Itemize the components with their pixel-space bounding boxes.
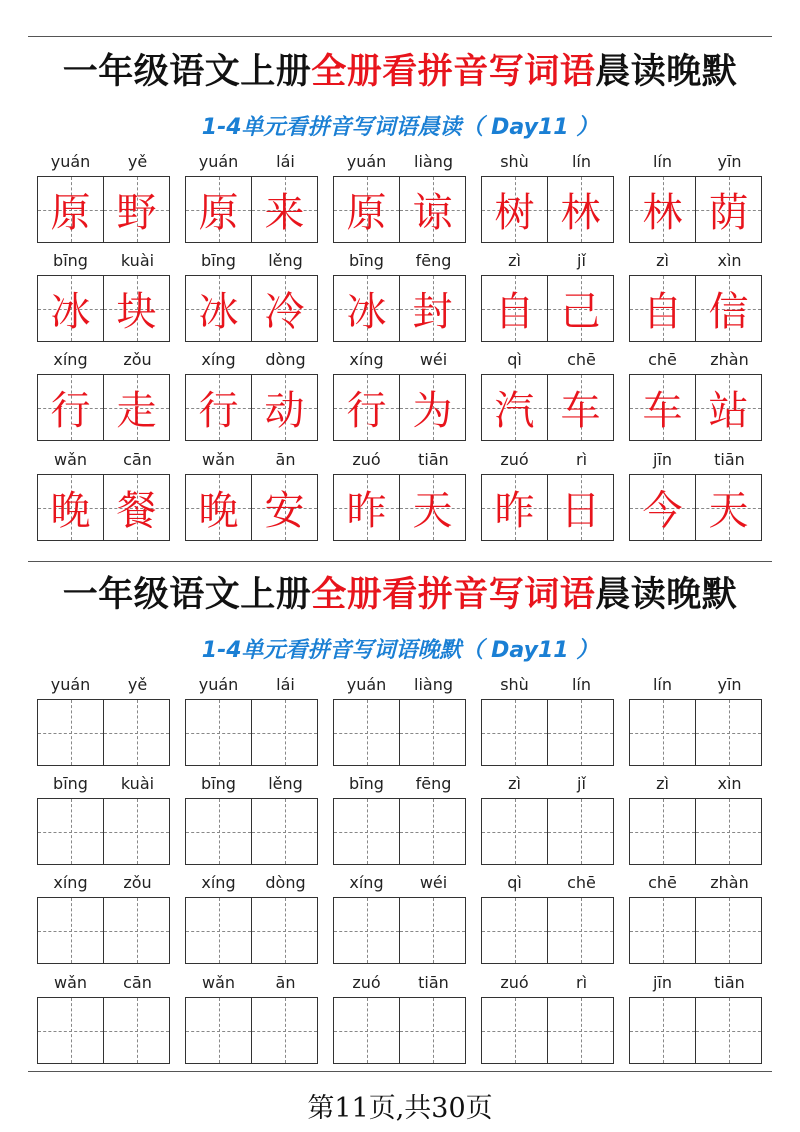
hanzi-character: 天 [412,488,453,534]
hanzi-character: 荫 [708,190,749,236]
tianzige-writing-box[interactable] [399,699,466,766]
hanzi-character: 自 [642,289,683,335]
tianzige-writing-box[interactable] [103,699,170,766]
hanzi-character: 昨 [346,488,387,534]
hanzi-character: 动 [264,388,305,434]
pinyin-label: xíng [201,350,236,369]
hanzi-character: 冰 [198,289,239,335]
tianzige-writing-box[interactable] [547,997,614,1064]
hanzi-character: 原 [346,190,387,236]
hanzi-character: 晚 [50,488,91,534]
pinyin-label: fēng [415,251,452,270]
word-card [629,772,763,868]
word-card [481,673,615,769]
pinyin-label: qì [507,350,522,369]
pinyin-label: zuó [500,450,529,469]
tianzige-writing-box[interactable] [103,897,170,964]
tianzige-writing-box[interactable] [629,798,696,865]
morning-word-grid [37,150,765,534]
word-card [185,249,319,345]
pinyin-label: xíng [53,350,88,369]
evening-row [37,772,765,868]
tianzige-box [547,176,614,243]
pinyin-label: zhàn [710,873,749,892]
pinyin-label: yuán [198,675,239,694]
word-card [333,348,467,444]
tianzige-writing-box[interactable] [481,699,548,766]
tianzige-writing-box[interactable] [251,699,318,766]
pinyin-label: dòng [265,873,306,892]
word-card [481,348,615,444]
word-card [37,448,171,544]
pinyin-label: bīng [201,251,236,270]
pinyin-label: kuài [120,774,155,793]
pinyin-label: jīn [652,973,673,992]
hanzi-character: 冰 [50,289,91,335]
pinyin-label: chē [648,873,677,892]
word-card [481,150,615,246]
morning-row [37,448,765,544]
word-card [481,448,615,544]
tianzige-writing-box[interactable] [185,897,252,964]
word-card [629,971,763,1067]
word-card [37,772,171,868]
tianzige-box [185,474,252,541]
pinyin-label: zì [508,774,521,793]
word-card [37,673,171,769]
pinyin-label: jǐ [577,774,586,793]
pinyin-label: lín [571,152,592,171]
tianzige-writing-box[interactable] [629,699,696,766]
pinyin-label: rì [575,973,588,992]
tianzige-box [185,176,252,243]
tianzige-box [695,474,762,541]
pinyin-label: zǒu [123,873,152,892]
hanzi-character: 汽 [494,388,535,434]
tianzige-writing-box[interactable] [481,798,548,865]
pinyin-label: yuán [346,152,387,171]
pinyin-label: yīn [717,152,742,171]
tianzige-writing-box[interactable] [481,897,548,964]
word-card [185,971,319,1067]
tianzige-writing-box[interactable] [695,897,762,964]
middle-divider [28,561,772,562]
pinyin-label: xìn [717,251,742,270]
word-card [333,673,467,769]
morning-title: 一年级语文上册全册看拼音写词语晨读晚默 [62,52,738,92]
evening-title: 一年级语文上册全册看拼音写词语晨读晚默 [62,575,738,615]
hanzi-character: 今 [642,488,683,534]
tianzige-box [629,474,696,541]
tianzige-writing-box[interactable] [481,997,548,1064]
word-card [629,150,763,246]
tianzige-writing-box[interactable] [251,997,318,1064]
tianzige-box [547,374,614,441]
pinyin-label: qì [507,873,522,892]
tianzige-writing-box[interactable] [333,997,400,1064]
pinyin-label: xìn [717,774,742,793]
tianzige-box [37,275,104,342]
tianzige-writing-box[interactable] [629,897,696,964]
tianzige-writing-box[interactable] [37,997,104,1064]
pinyin-label: chē [648,350,677,369]
pinyin-label: wǎn [53,973,88,992]
tianzige-writing-box[interactable] [547,798,614,865]
tianzige-writing-box[interactable] [37,897,104,964]
word-card [481,772,615,868]
pinyin-label: yě [127,675,148,694]
word-card [37,971,171,1067]
tianzige-writing-box[interactable] [37,798,104,865]
tianzige-writing-box[interactable] [333,699,400,766]
hanzi-character: 行 [198,388,239,434]
word-card [185,673,319,769]
tianzige-box [251,374,318,441]
pinyin-label: ān [275,973,296,992]
morning-row [37,249,765,345]
pinyin-label: lín [652,675,673,694]
tianzige-box [481,275,548,342]
pinyin-label: wǎn [53,450,88,469]
tianzige-box [481,176,548,243]
word-card [185,871,319,967]
pinyin-label: jīn [652,450,673,469]
pinyin-label: chē [567,350,596,369]
hanzi-character: 行 [50,388,91,434]
hanzi-character: 原 [198,190,239,236]
word-card [333,249,467,345]
pinyin-label: ān [275,450,296,469]
hanzi-character: 天 [708,488,749,534]
pinyin-label: bīng [53,774,88,793]
hanzi-character: 站 [708,388,749,434]
morning-row [37,150,765,246]
word-card [629,249,763,345]
tianzige-box [37,176,104,243]
word-card [629,348,763,444]
hanzi-character: 谅 [412,190,453,236]
evening-row [37,971,765,1067]
pinyin-label: yuán [50,675,91,694]
tianzige-writing-box[interactable] [185,798,252,865]
pinyin-label: yuán [50,152,91,171]
tianzige-box [399,275,466,342]
hanzi-character: 块 [116,289,157,335]
tianzige-box [251,474,318,541]
pinyin-label: dòng [265,350,306,369]
hanzi-character: 行 [346,388,387,434]
pinyin-label: bīng [53,251,88,270]
tianzige-writing-box[interactable] [103,997,170,1064]
tianzige-writing-box[interactable] [399,997,466,1064]
tianzige-box [399,474,466,541]
hanzi-character: 走 [116,388,157,434]
tianzige-box [695,275,762,342]
pinyin-label: lěng [268,774,303,793]
tianzige-box [333,374,400,441]
pinyin-label: wǎn [201,450,236,469]
pinyin-label: kuài [120,251,155,270]
word-card [333,871,467,967]
tianzige-writing-box[interactable] [547,897,614,964]
hanzi-character: 安 [264,488,305,534]
tianzige-writing-box[interactable] [629,997,696,1064]
morning-subtitle: 1-4单元看拼音写词语晨读（ Day11 ） [201,115,599,140]
tianzige-box [103,176,170,243]
pinyin-label: lín [652,152,673,171]
pinyin-label: bīng [349,251,384,270]
pinyin-label: zhàn [710,350,749,369]
morning-row [37,348,765,444]
tianzige-box [695,176,762,243]
tianzige-box [103,374,170,441]
tianzige-writing-box[interactable] [185,997,252,1064]
pinyin-label: wéi [419,350,448,369]
pinyin-label: xíng [349,350,384,369]
word-card [481,249,615,345]
top-divider [28,36,772,37]
pinyin-label: yě [127,152,148,171]
hanzi-character: 野 [116,190,157,236]
pinyin-label: xíng [201,873,236,892]
tianzige-box [547,474,614,541]
pinyin-label: lín [571,675,592,694]
tianzige-writing-box[interactable] [37,699,104,766]
hanzi-character: 林 [560,190,601,236]
hanzi-character: 为 [412,388,453,434]
pinyin-label: tiān [418,973,449,992]
evening-subtitle: 1-4单元看拼音写词语晚默（ Day11 ） [201,638,599,663]
pinyin-label: zuó [352,450,381,469]
tianzige-box [481,374,548,441]
word-card [37,150,171,246]
tianzige-box [399,374,466,441]
pinyin-label: tiān [714,973,745,992]
pinyin-label: zì [508,251,521,270]
tianzige-box [37,474,104,541]
hanzi-character: 车 [642,388,683,434]
tianzige-writing-box[interactable] [185,699,252,766]
pinyin-label: xíng [53,873,88,892]
word-card [333,971,467,1067]
pinyin-label: tiān [714,450,745,469]
hanzi-character: 原 [50,190,91,236]
pinyin-label: cān [123,973,152,992]
page-footer: 第11页,共30页 [307,1093,493,1124]
word-card [185,772,319,868]
pinyin-label: zuó [500,973,529,992]
word-card [629,871,763,967]
pinyin-label: lěng [268,251,303,270]
hanzi-character: 冷 [264,289,305,335]
pinyin-label: chē [567,873,596,892]
tianzige-box [185,275,252,342]
pinyin-label: lái [276,152,295,171]
tianzige-box [333,176,400,243]
pinyin-label: cān [123,450,152,469]
hanzi-character: 日 [560,488,601,534]
bottom-divider [28,1071,772,1072]
tianzige-box [547,275,614,342]
pinyin-label: wǎn [201,973,236,992]
pinyin-label: yīn [717,675,742,694]
word-card [481,871,615,967]
pinyin-label: zì [656,774,669,793]
hanzi-character: 冰 [346,289,387,335]
tianzige-writing-box[interactable] [399,798,466,865]
tianzige-writing-box[interactable] [695,798,762,865]
tianzige-box [629,275,696,342]
tianzige-box [333,474,400,541]
hanzi-character: 林 [642,190,683,236]
hanzi-character: 车 [560,388,601,434]
word-card [629,448,763,544]
word-card [481,971,615,1067]
word-card [185,348,319,444]
tianzige-box [695,374,762,441]
tianzige-box [37,374,104,441]
pinyin-label: jǐ [577,251,586,270]
word-card [333,150,467,246]
tianzige-box [251,275,318,342]
pinyin-label: tiān [418,450,449,469]
pinyin-label: rì [575,450,588,469]
tianzige-writing-box[interactable] [333,798,400,865]
word-card [37,348,171,444]
tianzige-writing-box[interactable] [333,897,400,964]
word-card [37,249,171,345]
pinyin-label: fēng [415,774,452,793]
tianzige-writing-box[interactable] [399,897,466,964]
pinyin-label: zǒu [123,350,152,369]
word-card [185,150,319,246]
tianzige-writing-box[interactable] [251,897,318,964]
tianzige-box [629,374,696,441]
tianzige-box [103,275,170,342]
tianzige-box [333,275,400,342]
pinyin-label: liàng [414,152,453,171]
pinyin-label: shù [500,675,529,694]
pinyin-label: bīng [201,774,236,793]
word-card [333,772,467,868]
tianzige-box [185,374,252,441]
hanzi-character: 昨 [494,488,535,534]
hanzi-character: 树 [494,190,535,236]
word-card [333,448,467,544]
tianzige-box [629,176,696,243]
pinyin-label: xíng [349,873,384,892]
hanzi-character: 己 [560,289,601,335]
hanzi-character: 信 [708,289,749,335]
hanzi-character: 来 [264,190,305,236]
evening-row [37,871,765,967]
pinyin-label: wéi [419,873,448,892]
tianzige-box [399,176,466,243]
word-card [37,871,171,967]
pinyin-label: zì [656,251,669,270]
tianzige-writing-box[interactable] [695,997,762,1064]
evening-word-grid [37,673,765,1033]
pinyin-label: bīng [349,774,384,793]
tianzige-writing-box[interactable] [103,798,170,865]
hanzi-character: 晚 [198,488,239,534]
pinyin-label: yuán [346,675,387,694]
pinyin-label: liàng [414,675,453,694]
hanzi-character: 自 [494,289,535,335]
tianzige-box [103,474,170,541]
evening-row [37,673,765,769]
hanzi-character: 餐 [116,488,157,534]
pinyin-label: yuán [198,152,239,171]
tianzige-writing-box[interactable] [547,699,614,766]
tianzige-box [481,474,548,541]
tianzige-writing-box[interactable] [251,798,318,865]
tianzige-box [251,176,318,243]
pinyin-label: zuó [352,973,381,992]
pinyin-label: lái [276,675,295,694]
tianzige-writing-box[interactable] [695,699,762,766]
word-card [629,673,763,769]
word-card [185,448,319,544]
pinyin-label: shù [500,152,529,171]
hanzi-character: 封 [412,289,453,335]
